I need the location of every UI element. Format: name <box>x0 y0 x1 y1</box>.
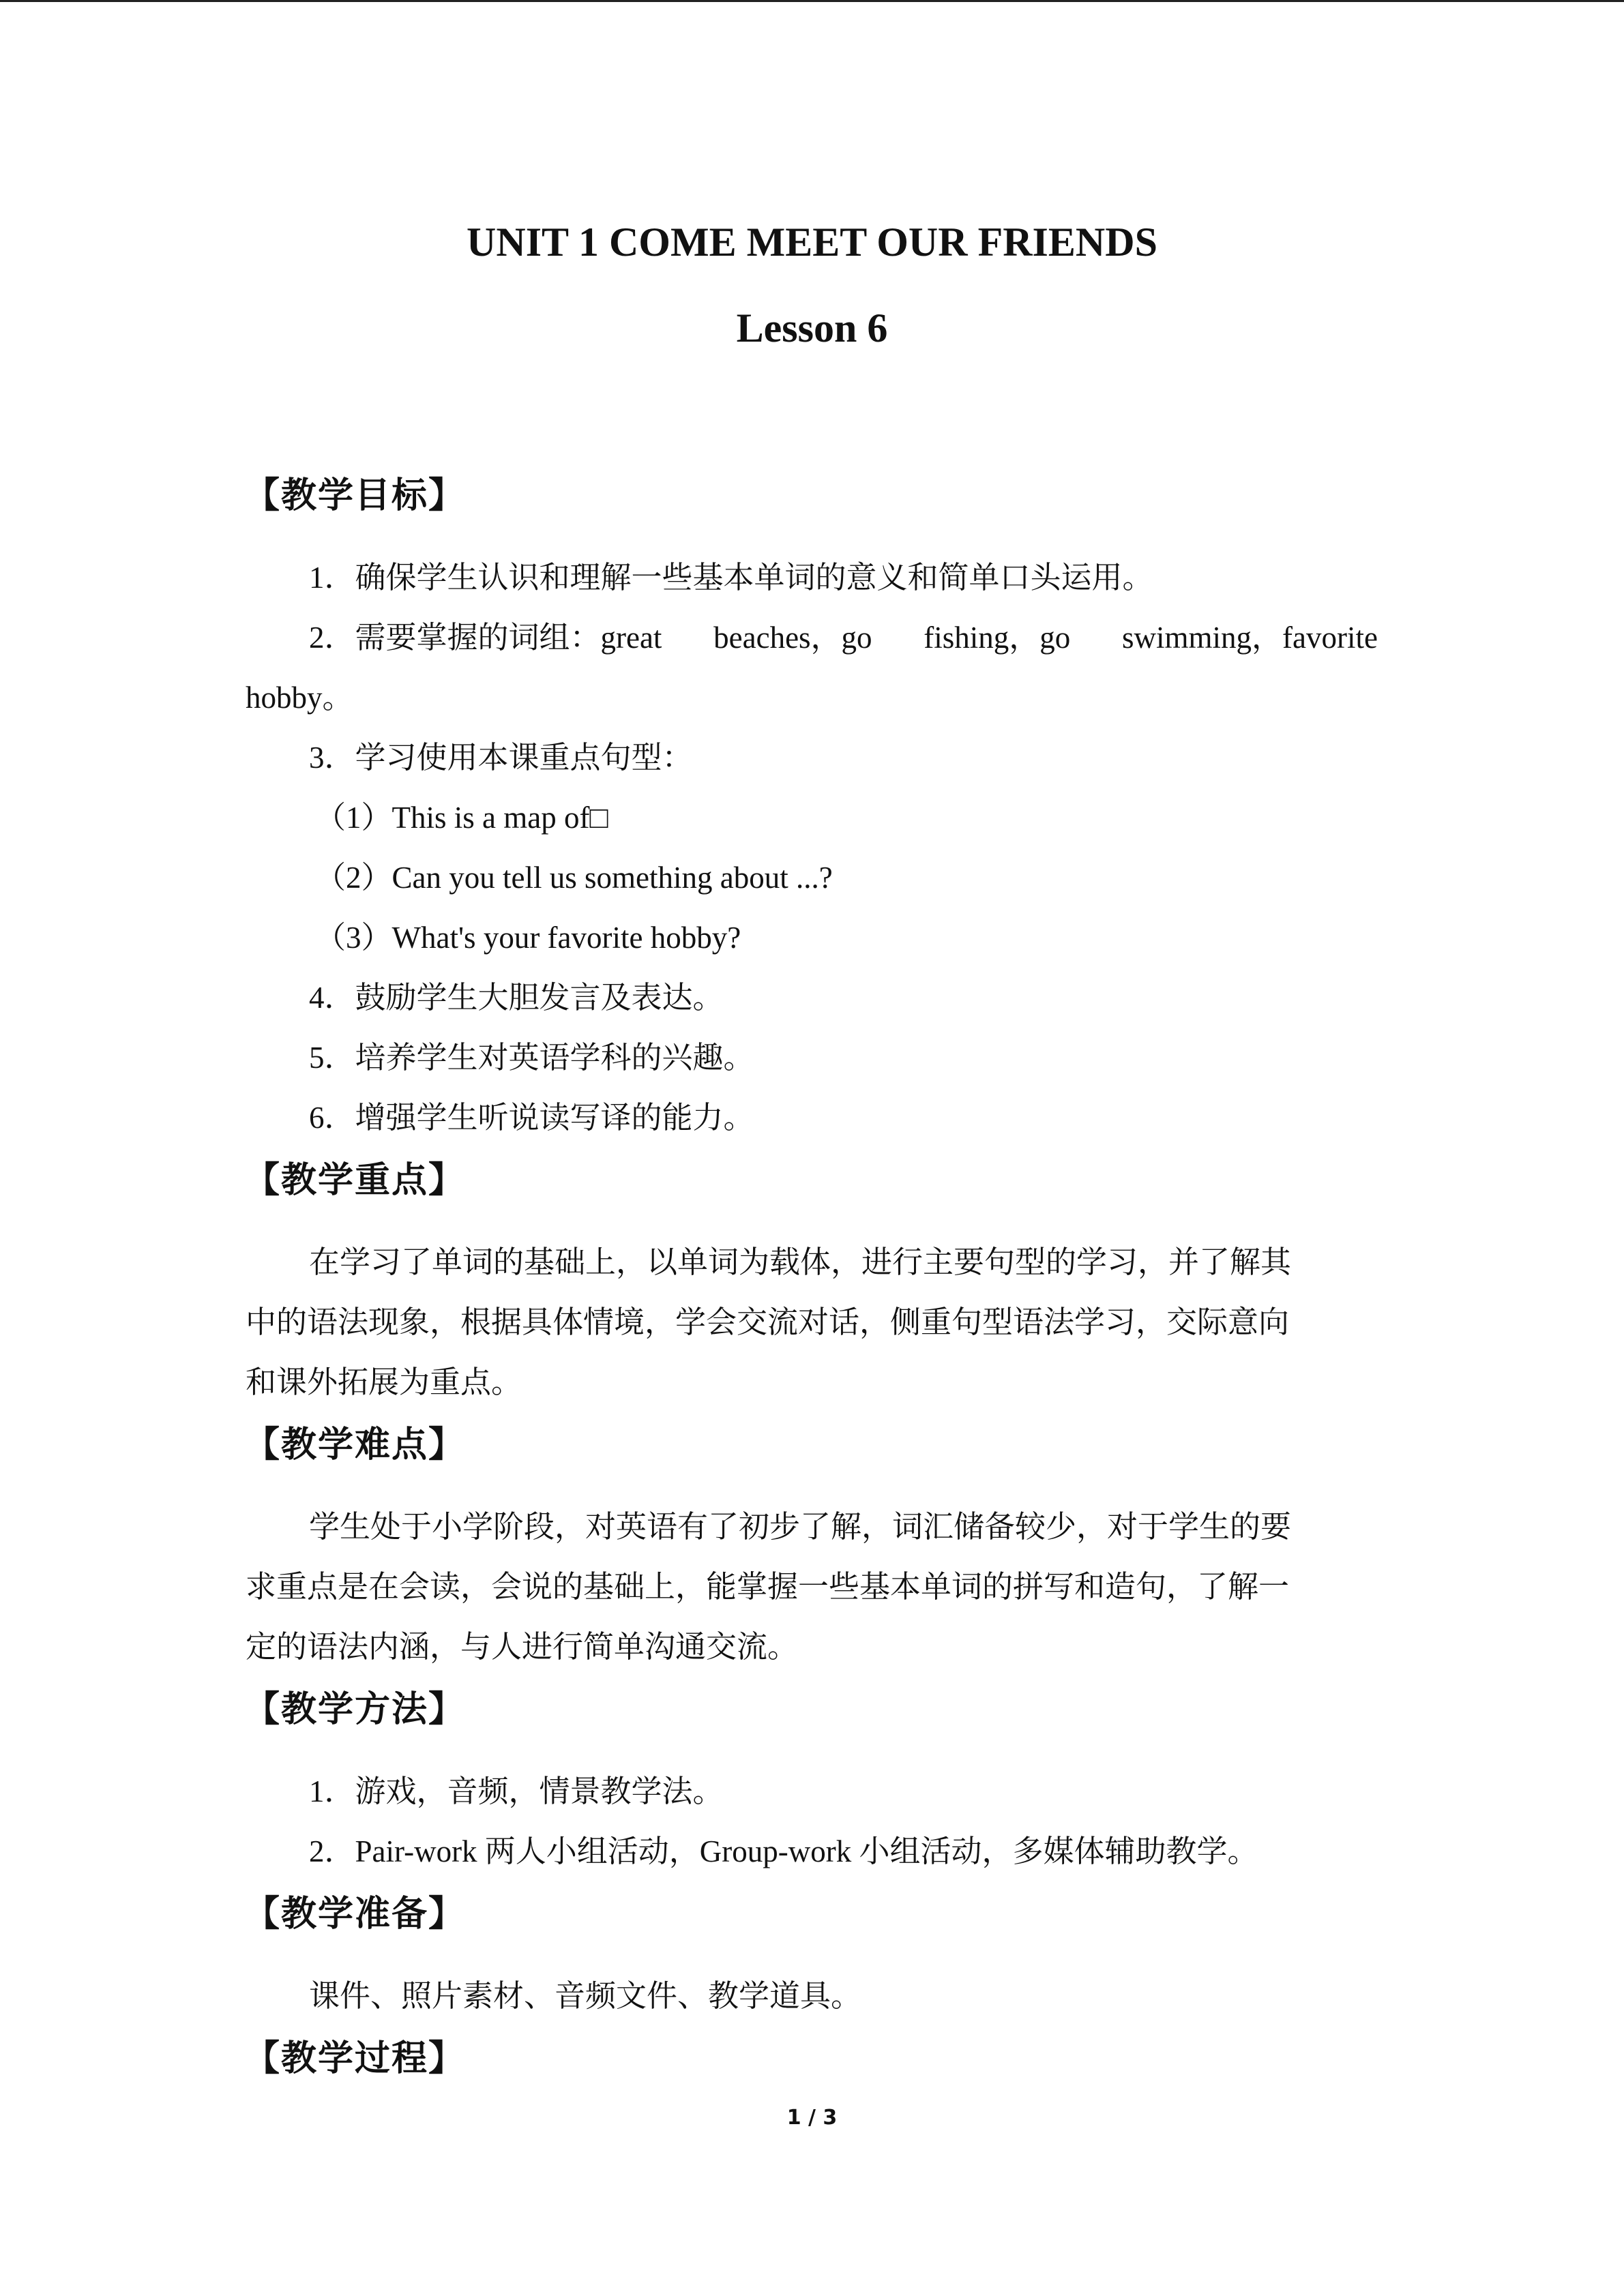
preparation-line-1: 课件、照片素材、音频文件、教学道具。 <box>309 1979 862 2013</box>
document-subtitle: Lesson 6 <box>736 305 888 351</box>
section-heading-key-points: 【教学重点】 <box>244 1161 466 1200</box>
difficulties-line-3: 定的语法内涵，与人进行简单沟通交流。 <box>246 1630 799 1664</box>
section-heading-process: 【教学过程】 <box>244 2040 466 2078</box>
objective-item-1: 1．确保学生认识和理解一些基本单词的意义和简单口头运用。 <box>309 561 1153 595</box>
objective-item-3: 3．学习使用本课重点句型： <box>309 741 693 775</box>
section-heading-objectives: 【教学目标】 <box>244 477 466 516</box>
difficulties-line-1: 学生处于小学阶段，对英语有了初步了解，词汇储备较少，对于学生的要 <box>309 1510 1292 1544</box>
section-heading-difficulties: 【教学难点】 <box>244 1426 466 1465</box>
sentence-pattern-2: （2）Can you tell us something about ...? <box>315 861 833 895</box>
objective-item-5: 5．培养学生对英语学科的兴趣。 <box>309 1041 754 1075</box>
section-heading-methods: 【教学方法】 <box>244 1690 466 1729</box>
objective-item-2-part: fishing，go <box>924 621 1071 655</box>
key-points-line-2: 中的语法现象，根据具体情境，学会交流对话，侧重句型语法学习，交际意向 <box>246 1305 1290 1339</box>
objective-item-6: 6．增强学生听说读写译的能力。 <box>309 1101 754 1135</box>
objective-item-2-part: 2．需要掌握的词组：great <box>309 621 662 655</box>
objective-item-2-part: beaches，go <box>713 621 872 655</box>
document-title: UNIT 1 COME MEET OUR FRIENDS <box>467 220 1157 265</box>
difficulties-line-2: 求重点是在会读，会说的基础上，能掌握一些基本单词的拼写和造句，了解一 <box>246 1570 1290 1604</box>
sentence-pattern-3: （3）What's your favorite hobby? <box>315 921 741 955</box>
methods-item-2: 2．Pair-work 两人小组活动，Group-work 小组活动，多媒体辅助教学。 <box>309 1834 1258 1868</box>
objective-item-2-part: swimming，favorite <box>1122 621 1378 655</box>
section-heading-preparation: 【教学准备】 <box>244 1895 466 1934</box>
key-points-line-1: 在学习了单词的基础上，以单词为载体，进行主要句型的学习，并了解其 <box>309 1245 1292 1279</box>
objective-item-2-continued: hobby。 <box>246 681 353 715</box>
page-number: 1 / 3 <box>786 2106 838 2130</box>
key-points-line-3: 和课外拓展为重点。 <box>246 1365 522 1399</box>
methods-item-1: 1．游戏，音频，情景教学法。 <box>309 1774 724 1808</box>
objective-item-4: 4．鼓励学生大胆发言及表达。 <box>309 981 724 1015</box>
objective-item-2 <box>309 617 1378 658</box>
sentence-pattern-1: （1）This is a map of□ <box>315 801 608 835</box>
